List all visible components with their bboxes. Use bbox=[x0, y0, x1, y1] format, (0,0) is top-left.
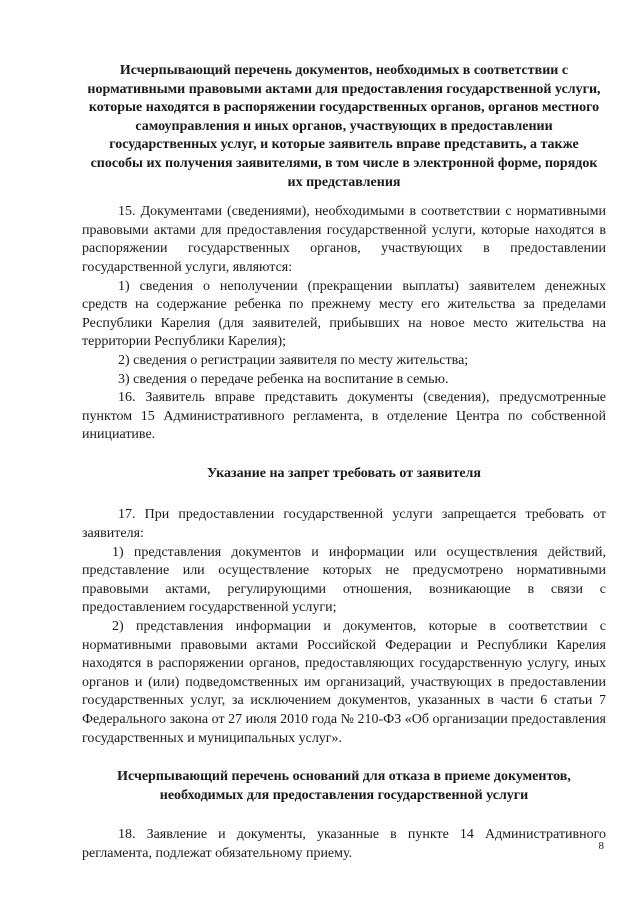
paragraph-15-item-1: 1) сведения о неполучении (прекращении выплаты) заявителем денежных средств на содержание ребенка по прежнему месту его жительства за пределами Республики Карелия (для заявителей, прибывших на новое место жительства на территории Республики Карелия); bbox=[82, 278, 606, 350]
paragraph-15: 15. Документами (сведениями), необходимыми в соответствии с нормативными правовыми актами для предоставления государственной услуги, которые находятся в распоряжении государственных органов, участвующих в предоставлении государственной услуги, являются: bbox=[82, 204, 606, 275]
paragraph-17: 17. При предоставлении государственной услуги запрещается требовать от заявителя: bbox=[82, 507, 606, 542]
paragraph-17-item-2: 2) представления информации и документов, которые в соответствии с нормативными правовыми актами Российской Федерации и Республики Карелия находятся в распоряжении органов, предоставляющих государственную услугу, иных органов и (или) подведомственных им организаций, участвующих в предоставлении государственных услуг, за исключением документов, указанных в части 6 статьи 7 Федерального закона от 27 июля 2010 года № 210-ФЗ «Об организации предоставления государственных и муниципальных услуг». bbox=[82, 619, 606, 746]
paragraph-18: 18. Заявление и документы, указанные в пункте 14 Административного регламента, подлежат обязательному приему. bbox=[82, 827, 606, 861]
section-heading-documents-list: Исчерпывающий перечень документов, необходимых в соответствии с нормативными правовыми актами для предоставления государственной услуги, которые находятся в распоряжении государственных органов, органов местного самоуправления и иных органов, участвующих в предоставлении государственных услуг, и которые заявитель вправе представить, а также способы их получения заявителями, в том числе в электронной форме, порядок их представления bbox=[87, 63, 601, 190]
page-number: 8 bbox=[598, 840, 604, 852]
paragraph-16: 16. Заявитель вправе представить документы (сведения), предусмотренные пунктом 15 Административного регламента, в отделение Центра по собственной инициативе. bbox=[82, 390, 606, 443]
section-heading-refusal-grounds: Исчерпывающий перечень оснований для отказа в приеме документов, необходимых для предоставления государственной услуги bbox=[117, 769, 571, 803]
document-page bbox=[82, 62, 606, 864]
section-heading-prohibition: Указание на запрет требовать от заявителя bbox=[207, 465, 481, 481]
paragraph-15-item-3: 3) сведения о передаче ребенка на воспитание в семью. bbox=[118, 371, 449, 387]
paragraph-17-item-1: 1) представления документов и информации или осуществления действий, представление или осуществление которых не предусмотрено нормативными правовыми актами, регулирующими отношения, возникающие в связи с предоставлением государственной услуги; bbox=[82, 544, 606, 616]
paragraph-15-item-2: 2) сведения о регистрации заявителя по месту жительства; bbox=[118, 352, 469, 368]
